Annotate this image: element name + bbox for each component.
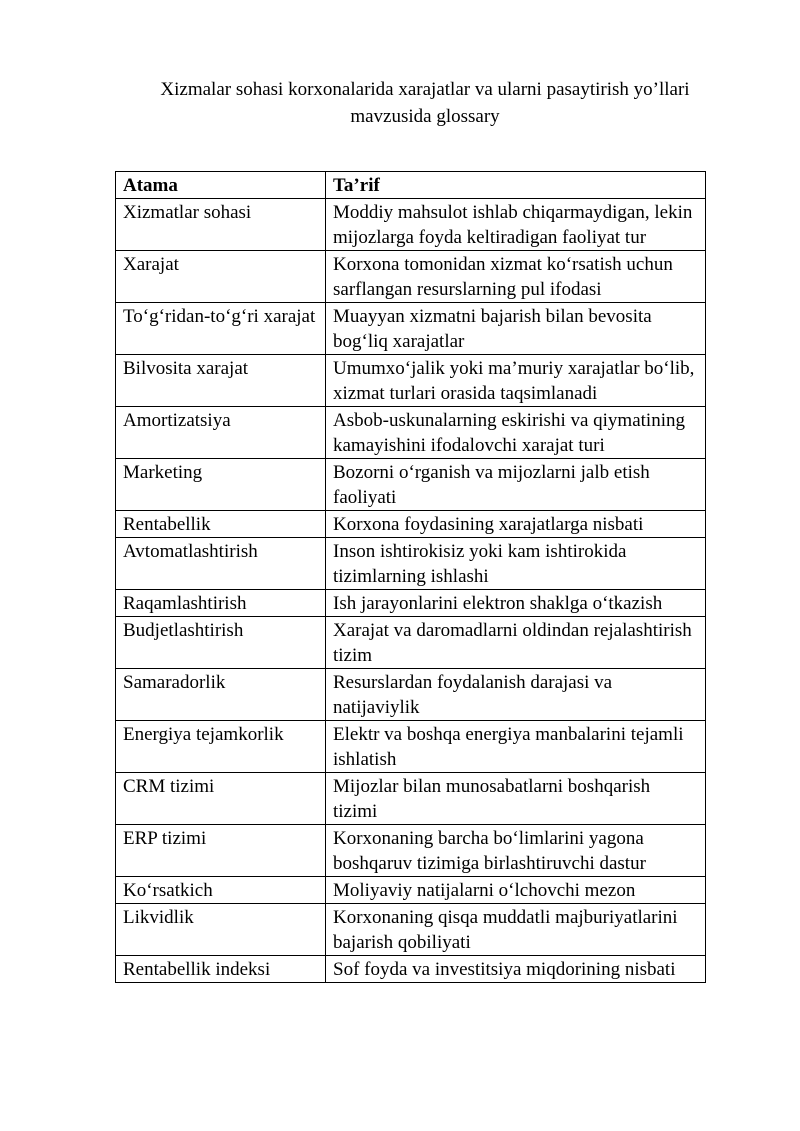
definition-cell: Korxona tomonidan xizmat ko‘rsatish uchun sarflangan resurslarning pul ifodasi [326, 251, 706, 303]
term-cell: Likvidlik [116, 904, 326, 956]
term-cell: CRM tizimi [116, 773, 326, 825]
term-cell: Samaradorlik [116, 669, 326, 721]
term-cell: Xizmatlar sohasi [116, 199, 326, 251]
definition-cell: Moddiy mahsulot ishlab chiqarmaydigan, lekin mijozlarga foyda keltiradigan faoliyat tur [326, 199, 706, 251]
table-row [116, 511, 706, 538]
term-cell: Energiya tejamkorlik [116, 721, 326, 773]
term-cell: Rentabellik indeksi [116, 956, 326, 983]
definition-cell: Korxonaning barcha bo‘limlarini yagona boshqaruv tizimiga birlashtiruvchi dastur [326, 825, 706, 877]
definition-cell: Sof foyda va investitsiya miqdorining nisbati [326, 956, 706, 983]
table-row [116, 459, 706, 511]
term-cell: Raqamlashtirish [116, 590, 326, 617]
table-row [116, 199, 706, 251]
title-line-2: mavzusida glossary [350, 106, 500, 127]
definition-cell: Resurslardan foydalanish darajasi va natijaviylik [326, 669, 706, 721]
table-header-row [116, 172, 706, 199]
table-row [116, 904, 706, 956]
term-cell: Marketing [116, 459, 326, 511]
definition-cell: Ish jarayonlarini elektron shaklga o‘tkazish [326, 590, 706, 617]
term-cell: Ko‘rsatkich [116, 877, 326, 904]
header-term: Atama [116, 172, 326, 199]
header-definition: Ta’rif [326, 172, 706, 199]
definition-cell: Asbob-uskunalarning eskirishi va qiymatining kamayishini ifodalovchi xarajat turi [326, 407, 706, 459]
term-cell: Amortizatsiya [116, 407, 326, 459]
table-row [116, 956, 706, 983]
term-cell: To‘g‘ridan-to‘g‘ri xarajat [116, 303, 326, 355]
definition-cell: Muayyan xizmatni bajarish bilan bevosita bog‘liq xarajatlar [326, 303, 706, 355]
definition-cell: Umumxo‘jalik yoki ma’muriy xarajatlar bo‘lib, xizmat turlari orasida taqsimlanadi [326, 355, 706, 407]
table-row [116, 669, 706, 721]
title-line-1: Xizmalar sohasi korxonalarida xarajatlar va ularni pasaytirish yo’llari [160, 79, 690, 100]
table-row [116, 617, 706, 669]
definition-cell: Xarajat va daromadlarni oldindan rejalashtirish tizim [326, 617, 706, 669]
term-cell: Bilvosita xarajat [116, 355, 326, 407]
table-row [116, 773, 706, 825]
definition-cell: Korxona foydasining xarajatlarga nisbati [326, 511, 706, 538]
term-cell: Avtomatlashtirish [116, 538, 326, 590]
document-title [115, 76, 735, 130]
term-cell: ERP tizimi [116, 825, 326, 877]
definition-cell: Mijozlar bilan munosabatlarni boshqarish tizimi [326, 773, 706, 825]
definition-cell: Bozorni o‘rganish va mijozlarni jalb etish faoliyati [326, 459, 706, 511]
table-row [116, 251, 706, 303]
definition-cell: Elektr va boshqa energiya manbalarini tejamli ishlatish [326, 721, 706, 773]
table-row [116, 355, 706, 407]
table-row [116, 721, 706, 773]
definition-cell: Moliyaviy natijalarni o‘lchovchi mezon [326, 877, 706, 904]
table-row [116, 590, 706, 617]
term-cell: Budjetlashtirish [116, 617, 326, 669]
definition-cell: Korxonaning qisqa muddatli majburiyatlarini bajarish qobiliyati [326, 904, 706, 956]
table-row [116, 538, 706, 590]
definition-cell: Inson ishtirokisiz yoki kam ishtirokida tizimlarning ishlashi [326, 538, 706, 590]
table-row [116, 407, 706, 459]
table-row [116, 303, 706, 355]
glossary-table [115, 171, 706, 983]
table-row [116, 825, 706, 877]
table-row [116, 877, 706, 904]
term-cell: Rentabellik [116, 511, 326, 538]
term-cell: Xarajat [116, 251, 326, 303]
